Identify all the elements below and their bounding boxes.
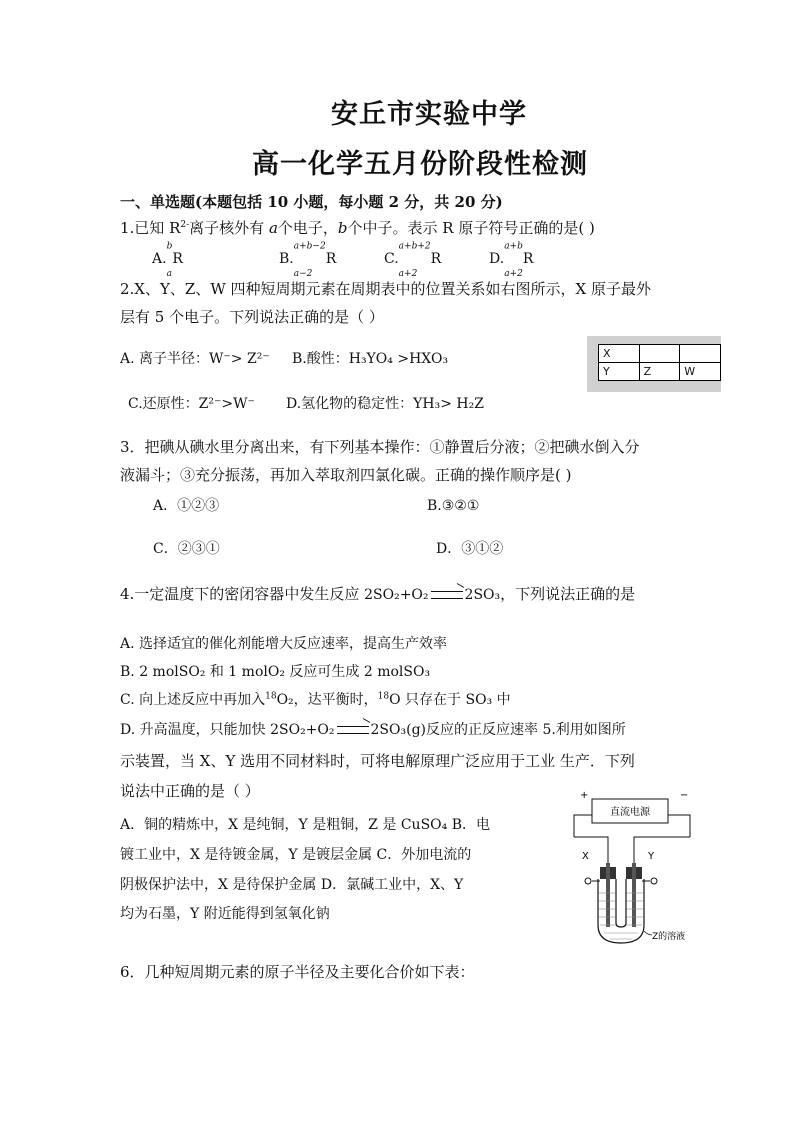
section-title: 一、单选题(本题包括 10 小题，每小题 2 分，共 20 分) xyxy=(120,193,503,211)
power-supply-label: 直流电源 xyxy=(610,807,650,818)
q3-option-c: C．②③① xyxy=(153,541,220,557)
q2-option-b: B.酸性：H₃YO₄ >HXO₃ xyxy=(292,351,449,367)
solution-fill xyxy=(599,893,643,939)
q1-option-c: C.$^{a+b+2}$ $_{a+2}$R xyxy=(384,241,442,279)
q5-line2: 说法中正确的是（ ） xyxy=(120,782,260,800)
grid-cell: Z xyxy=(639,363,680,381)
u-tube xyxy=(598,879,644,943)
q1-stem: 1.已知 $R^{2-}$离子核外有 a个电子，b个中子。表示 R 原子符号正确的是( ) xyxy=(120,219,595,237)
q4-stem: 4.一定温度下的密闭容器中发生反应 2SO₂+O₂ 2SO₃，下列说法正确的是 xyxy=(120,585,636,603)
q5-line3: A．铜的精炼中，X 是纯铜，Y 是粗铜，Z 是 CuSO₄ B．电 xyxy=(120,817,490,833)
q6-line1: 6．几种短周期元素的原子半径及主要化合价如下表： xyxy=(120,963,475,981)
exam-title: 高一化学五月份阶段性检测 xyxy=(252,149,588,180)
q2-option-d: D.氢化物的稳定性：YH₃> H₂Z xyxy=(286,396,484,412)
periodic-table-grid xyxy=(598,344,721,381)
solution-label: Z的溶液 xyxy=(652,932,686,942)
positive-terminal-label: + xyxy=(580,790,589,801)
negative-terminal-label: − xyxy=(680,790,689,801)
q4-option-b: B. 2 molSO₂ 和 1 molO₂ 反应可生成 2 molSO₃ xyxy=(120,664,431,680)
q1-option-d: D.$^{a+b}$ $_{a+2}$R xyxy=(489,241,534,279)
q5-line4: 镀工业中，X 是待镀金属，Y 是镀层金属 C．外加电流的 xyxy=(120,847,472,863)
equilibrium-arrow-icon xyxy=(337,726,369,734)
q3-line2: 液漏斗；③充分振荡，再加入萃取剂四氯化碳。正确的操作顺序是( ) xyxy=(120,466,572,484)
electrolysis-apparatus-figure xyxy=(568,785,698,947)
electrode-y xyxy=(632,863,636,927)
q5-line6: 均为石墨，Y 附近能得到氢氧化钠 xyxy=(120,906,330,922)
q4-option-a: A. 选择适宜的催化剂能增大反应速率，提高生产效率 xyxy=(120,636,448,652)
school-name: 安丘市实验中学 xyxy=(331,99,527,130)
q2-option-a: A. 离子半径：W⁻> Z²⁻ xyxy=(120,351,270,367)
grid-cell xyxy=(680,345,721,363)
q2-line1: 2.X、Y、Z、W 四种短周期元素在周期表中的位置关系如右图所示，X 原子最外 xyxy=(120,280,651,298)
electrode-x xyxy=(606,863,610,927)
grid-cell: W xyxy=(680,363,721,381)
q4-option-d: D. 升高温度，只能加快 2SO₂+O₂ 2SO₃(g)反应的正反应速率 5.利用如图所 xyxy=(120,722,626,738)
electrode-x-label: X xyxy=(582,851,589,862)
grid-cell xyxy=(639,345,680,363)
electrode-y-label: Y xyxy=(648,851,655,862)
q4-option-c: C. 向上述反应中再加入$^{18}$O₂，达平衡时，$^{18}$O 只存在于 SO₃ 中 xyxy=(120,691,511,708)
q3-option-a: A．①②③ xyxy=(153,498,220,514)
q5-line1: 示装置，当 X、Y 选用不同材料时，可将电解原理广泛应用于工业 生产．下列 xyxy=(120,752,635,770)
q3-option-d: D．③①② xyxy=(436,541,504,557)
q1-option-b: B.$^{a+b-2}$ $_{a-2}$R xyxy=(279,241,337,279)
q3-option-b: B.③②① xyxy=(427,498,480,514)
periodic-table-figure xyxy=(587,336,721,392)
q2-option-c: C.还原性：Z²⁻>W⁻ xyxy=(128,396,255,412)
q1-option-a: A.$^b$ $_a$R xyxy=(152,241,183,279)
q3-line1: 3．把碘从碘水里分离出来，有下列基本操作：①静置后分液；②把碘水倒入分 xyxy=(120,438,640,456)
equilibrium-arrow-icon xyxy=(431,591,463,599)
q5-line5: 阴极保护法中，X 是待保护金属 D．氯碱工业中，X、Y xyxy=(120,877,464,893)
grid-cell: X xyxy=(599,345,640,363)
grid-cell: Y xyxy=(599,363,640,381)
q2-line2: 层有 5 个电子。下列说法正确的是（ ） xyxy=(120,308,384,326)
